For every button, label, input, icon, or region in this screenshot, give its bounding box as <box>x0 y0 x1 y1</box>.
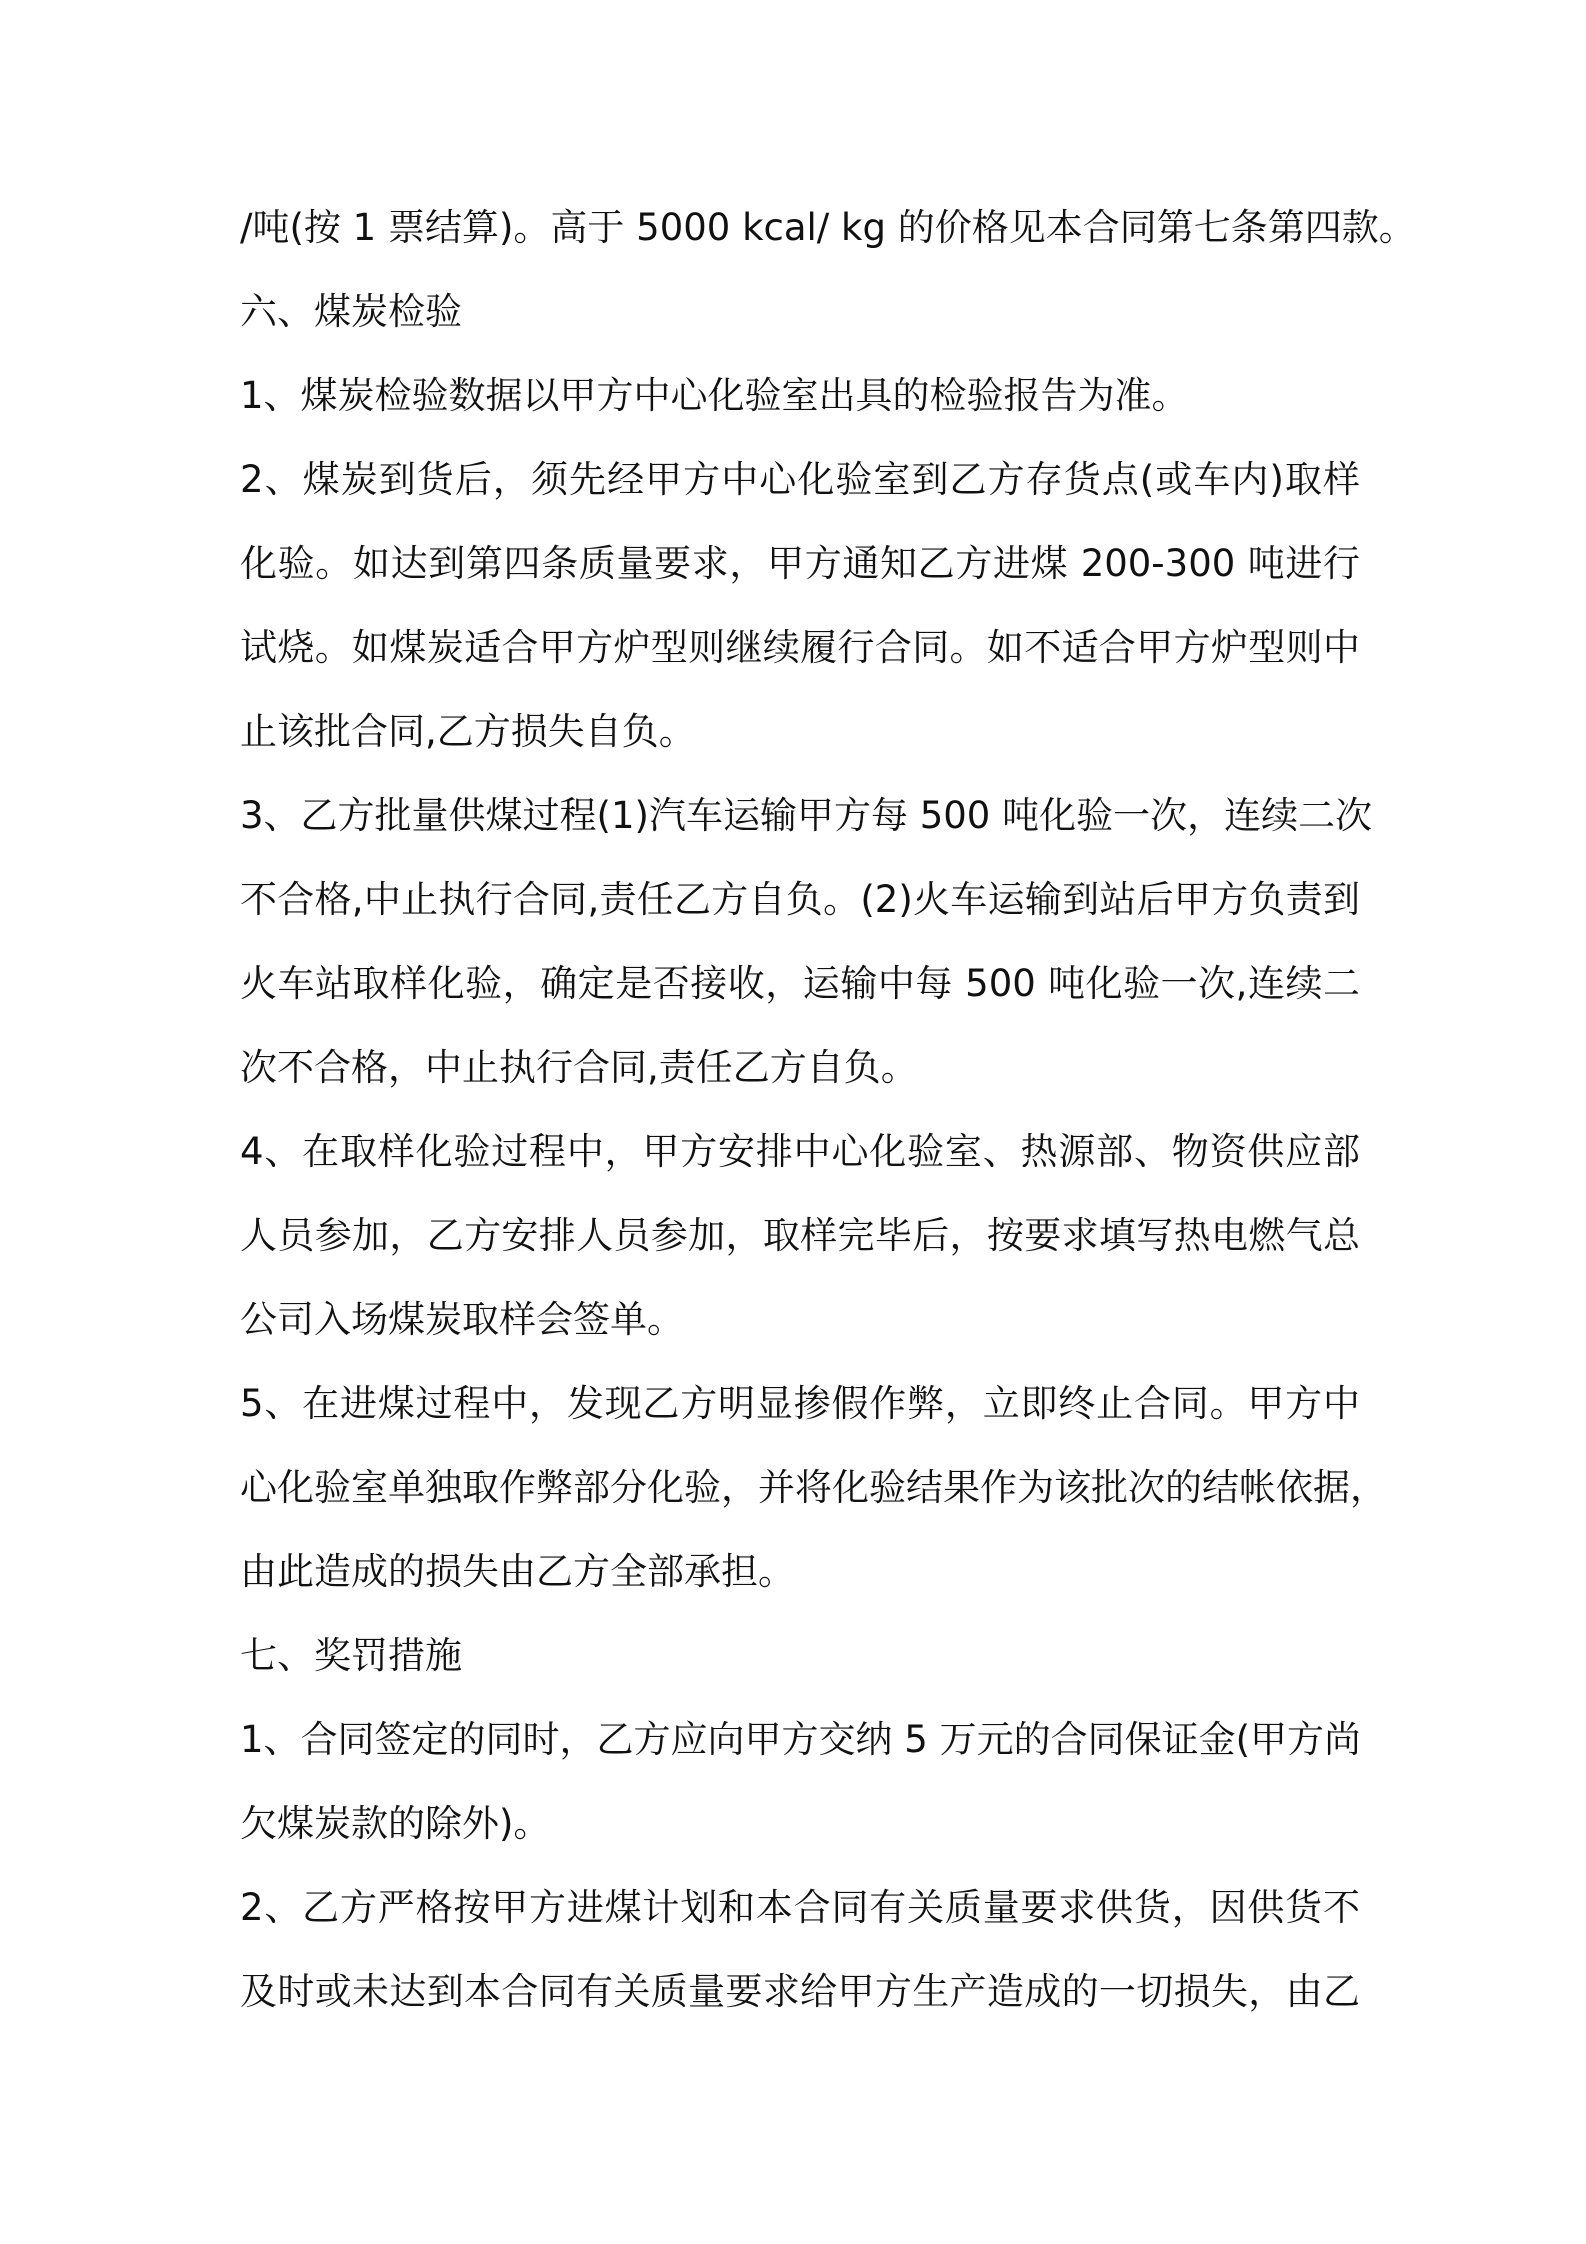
text-line: 2、煤炭到货后，须先经甲方中心化验室到乙方存货点(或车内)取样 <box>240 458 1360 501</box>
text-line: 由此造成的损失由乙方全部承担。 <box>240 1550 795 1593</box>
text-line: 心化验室单独取作弊部分化验，并将化验结果作为该批次的结帐依据， <box>240 1466 1387 1509</box>
text-line: 3、乙方批量供煤过程(1)汽车运输甲方每 500 吨化验一次，连续二次 <box>240 794 1373 837</box>
section-heading: 七、奖罚措施 <box>240 1634 462 1677</box>
text-line: 1、合同签定的同时，乙方应向甲方交纳 5 万元的合同保证金(甲方尚 <box>240 1718 1362 1761</box>
text-line: 5、在进煤过程中，发现乙方明显掺假作弊，立即终止合同。甲方中 <box>240 1382 1360 1425</box>
text-line: 欠煤炭款的除外)。 <box>240 1802 551 1845</box>
text-line: 及时或未达到本合同有关质量要求给甲方生产造成的一切损失，由乙 <box>240 1970 1360 2013</box>
text-line: 止该批合同,乙方损失自负。 <box>240 710 696 753</box>
text-line: 人员参加，乙方安排人员参加，取样完毕后，按要求填写热电燃气总 <box>240 1214 1360 1257</box>
text-line: 4、在取样化验过程中，甲方安排中心化验室、热源部、物资供应部 <box>240 1130 1360 1173</box>
text-line: 公司入场煤炭取样会签单。 <box>240 1298 684 1341</box>
text-line: /吨(按 1 票结算)。高于 5000 kcal/ kg 的价格见本合同第七条第四款。 <box>240 206 1416 249</box>
text-line: 不合格,中止执行合同,责任乙方自负。(2)火车运输到站后甲方负责到 <box>240 878 1360 921</box>
section-heading: 六、煤炭检验 <box>240 290 462 333</box>
text-line: 2、乙方严格按甲方进煤计划和本合同有关质量要求供货，因供货不 <box>240 1886 1360 1929</box>
text-line: 试烧。如煤炭适合甲方炉型则继续履行合同。如不适合甲方炉型则中 <box>240 626 1360 669</box>
text-line: 化验。如达到第四条质量要求，甲方通知乙方进煤 200-300 吨进行 <box>240 542 1360 585</box>
text-line: 1、煤炭检验数据以甲方中心化验室出具的检验报告为准。 <box>240 374 1189 417</box>
text-line: 火车站取样化验，确定是否接收，运输中每 500 吨化验一次,连续二 <box>240 962 1360 1005</box>
text-line: 次不合格，中止执行合同,责任乙方自负。 <box>240 1046 918 1089</box>
